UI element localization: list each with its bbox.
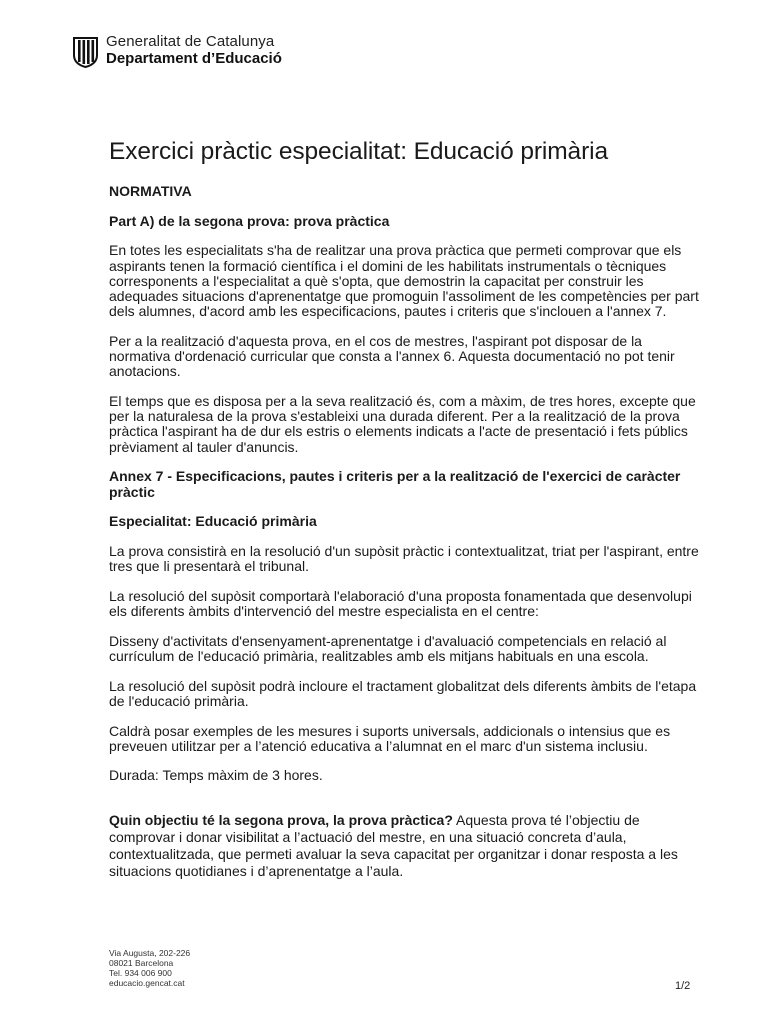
section-heading-part-a: Part A) de la segona prova: prova pràctica [109,212,390,229]
paragraph-5: La resolució del supòsit comportarà l'elaboració d'una proposta fonamentada que desenvolupi els diferents àmbits d'intervenció del mestre especialista en el centre: [109,587,692,620]
paragraph-7: La resolució del supòsit podrà incloure el tractament globalitzat dels diferents àmbits de l'etapa de l'educació primària. [109,677,697,709]
letterhead [72,34,282,68]
paragraph-4: La prova consistirà en la resolució d'un supòsit pràctic i contextualitzat, triat per l'aspirant, entre tres que li presentarà el tribunal. [109,542,699,575]
document-body [109,138,699,895]
page-number: 1/2 [675,980,691,992]
footer-website: educacio.gencat.cat [109,978,185,988]
paragraph-6: Disseny d'activitats d'ensenyament-aprenentatge i d'avaluació competencials en relació al currículum de l'educació primària, realitzables amb els mitjans habituals en una escola. [109,632,667,664]
paragraph-8: Caldrà posar exemples de les mesures i suports universals, addicionals o intensius que es preveuen utilitzar per a l’atenció educativa a l’alumnat en el marc d'un sistema inclusiu. [109,722,671,754]
objective-paragraph [109,812,699,881]
footer-city: 08021 Barcelona [109,958,174,968]
footer-address [109,948,190,988]
footer-phone: Tel. 934 006 900 [109,968,172,978]
objective-answer: Aquesta prova té l’objectiu de comprovar i donar visibilitat a l’actuació del mestre, en una situació concreta d’aula, contextualitzada, que permeti avaluar la seva capacitat per organitzar i donar resposta a les situacions quotidianes i d’aprenentatge a l’aula. [109,811,678,880]
section-heading-especialitat: Especialitat: Educació primària [109,513,317,530]
footer-street: Via Augusta, 202-226 [109,948,191,958]
department-name: Departament d’Educació [106,50,282,67]
generalitat-emblem-icon [72,35,99,68]
page-title: Exercici pràctic especialitat: Educació primària [109,138,609,165]
paragraph-duration: Durada: Temps màxim de 3 hores. [109,767,323,784]
paragraph-2: Per a la realització d'aquesta prova, en el cos de mestres, l'aspirant pot disposar de la normativa d'ordenació curricular que consta a l'annex 6. Aquesta documentació no pot tenir anotacions. [109,332,675,380]
section-heading-annex7: Annex 7 - Especificacions, pautes i criteris per a la realització de l'exercici de caràcter pràctic [109,468,681,500]
objective-question: Quin objectiu té la segona prova, la prova pràctica? [109,811,453,828]
paragraph-3: El temps que es disposa per a la seva realització és, com a màxim, de tres hores, excepte que per la naturalesa de la prova s'estableixi una durada diferent. Per a la realització de la prova pràctica l'aspirant ha de dur els estris o elements indicats a l'acte de presentació i fets públics prèviament al tauler d'anuncis. [109,393,696,455]
paragraph-1: En totes les especialitats s'ha de realitzar una prova pràctica que permeti comprovar que els aspirants tenen la formació científica i el domini de les habilitats instrumentals o tècniques corresponents a l'especialitat a què s'opta, que demostrin la capacitat per construir les adequades situacions d'aprenentatge que promoguin l'assoliment de les competències per part dels alumnes, d'acord amb les especificacions, pautes i criteris que s'inclouen a l'annex 7. [109,242,699,320]
org-name: Generalitat de Catalunya [106,33,275,50]
section-heading-normativa: NORMATIVA [109,183,192,199]
